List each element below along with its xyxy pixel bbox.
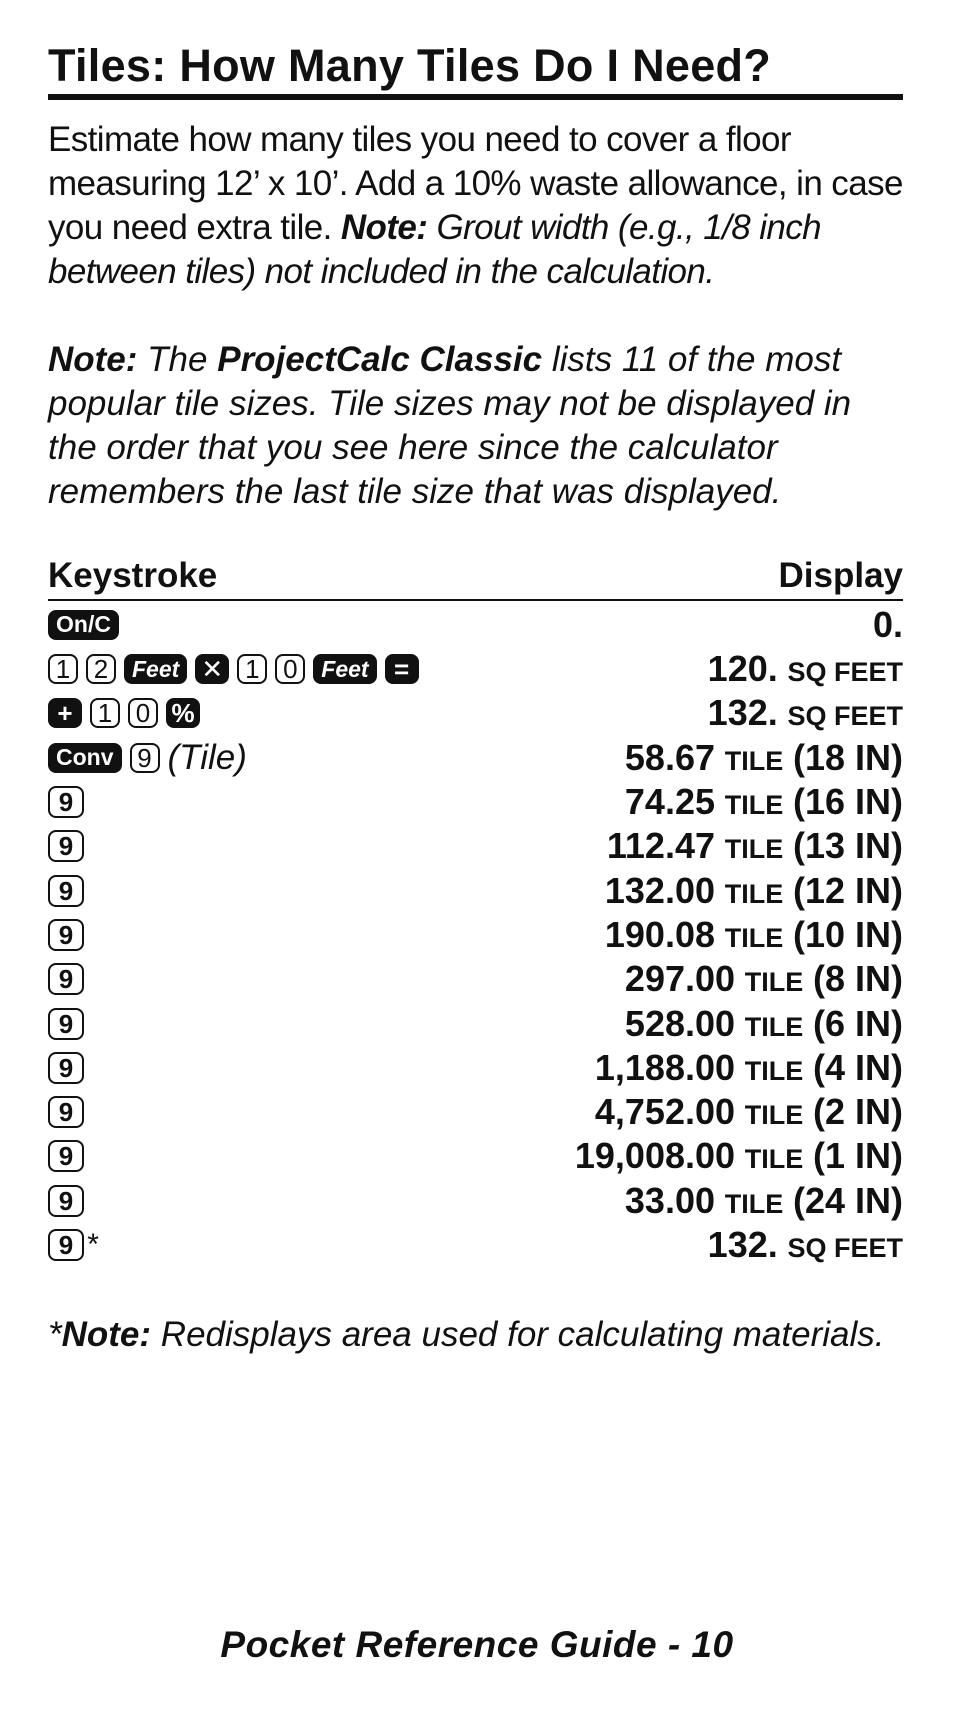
display-number: 528.00: [624, 1002, 736, 1044]
display-value: [595, 1047, 903, 1089]
display-number: 120.: [707, 648, 778, 690]
page-title: Tiles: How Many Tiles Do I Need?: [48, 40, 903, 100]
display-number: 132.: [707, 1224, 778, 1266]
display-number: 132.00: [604, 869, 715, 911]
footnote-text: Redisplays area used for calculating materials.: [160, 1315, 885, 1355]
intro-note-text: Grout width (e.g., 1/8 inch between tiles) not included in the calculation.: [48, 207, 821, 291]
display-value: [625, 958, 903, 1000]
calculator-key: 1: [237, 654, 267, 684]
table-row: [48, 1134, 903, 1178]
table-row: [48, 1046, 903, 1090]
calculator-key: 9: [48, 875, 84, 907]
product-note-text: lists 11 of the most popular tile sizes. Tile sizes may not be displayed in the order that you see here since the calculator remembers the last tile size that was displayed.: [48, 339, 852, 511]
calculator-key: 9: [48, 830, 84, 862]
calculator-key: =: [385, 654, 419, 684]
calculator-key: 9: [48, 963, 84, 995]
display-value: [708, 692, 903, 734]
display-unit: TILE: [724, 834, 784, 865]
table-row: [48, 647, 903, 691]
display-number: 74.25: [624, 781, 715, 823]
calculator-key: 9: [48, 919, 84, 951]
page-content: [48, 40, 903, 1390]
keystroke-sequence: [48, 1008, 84, 1040]
display-value: [575, 1135, 903, 1177]
tile-size: (2 IN): [813, 1091, 903, 1133]
product-name: ProjectCalc Classic: [217, 339, 543, 379]
calculator-key: Feet: [124, 654, 187, 684]
display-unit: TILE: [724, 745, 784, 776]
display-value: [605, 870, 903, 912]
calculator-key: ✕: [195, 654, 229, 684]
display-number: 4,752.00: [594, 1091, 736, 1133]
calculator-key: 1: [90, 698, 120, 728]
display-value: [625, 781, 903, 823]
keystroke-sequence: [48, 963, 84, 995]
product-note-paragraph: [48, 338, 903, 514]
footnote-marker: *: [86, 1228, 98, 1262]
display-value: [625, 1180, 903, 1222]
keystroke-sequence: [48, 1052, 84, 1084]
table-row: [48, 869, 903, 913]
display-number: 58.67: [624, 736, 715, 778]
keystroke-sequence: [48, 1185, 84, 1217]
tile-size: (4 IN): [813, 1046, 903, 1088]
calculator-key: 9: [48, 1229, 84, 1261]
table-row: [48, 1179, 903, 1223]
display-value: [605, 914, 903, 956]
display-number: 190.08: [604, 913, 715, 955]
calculator-key: 9: [48, 1008, 84, 1040]
display-unit: SQ FEET: [787, 1233, 903, 1264]
table-row: [48, 736, 903, 780]
keystroke-sequence: [48, 830, 84, 862]
keystroke-sequence: [48, 875, 84, 907]
table-row: [48, 957, 903, 1001]
display-number: 132.: [707, 692, 778, 734]
keystroke-sequence: [48, 654, 419, 684]
display-number: 0.: [872, 603, 903, 645]
calculator-key: %: [166, 698, 200, 728]
calculator-key: Feet: [313, 654, 376, 684]
table-row: [48, 691, 903, 735]
table-row: [48, 1001, 903, 1045]
calculator-key: 9: [48, 1096, 84, 1128]
display-unit: SQ FEET: [787, 657, 903, 688]
product-note-pre: The: [147, 339, 208, 379]
keystroke-sequence: [48, 786, 84, 818]
calculator-key: 0: [128, 698, 158, 728]
display-value: [873, 604, 903, 646]
table-row: [48, 824, 903, 868]
display-number: 1,188.00: [594, 1046, 736, 1088]
tile-size: (13 IN): [792, 825, 903, 867]
display-unit: TILE: [724, 878, 784, 909]
display-value: [625, 1003, 903, 1045]
calculator-key: 9: [48, 1140, 84, 1172]
calculator-key: 0: [275, 654, 305, 684]
display-number: 19,008.00: [574, 1135, 736, 1177]
table-row: [48, 780, 903, 824]
display-value: [708, 648, 903, 690]
calculator-key: 9: [48, 786, 84, 818]
table-header: [48, 554, 903, 601]
display-unit: TILE: [724, 922, 784, 953]
table-row: [48, 913, 903, 957]
calculator-key: 9: [48, 1052, 84, 1084]
calculator-key: 9: [48, 1185, 84, 1217]
calculator-key: +: [48, 698, 82, 728]
display-unit: TILE: [744, 967, 804, 998]
footnote-label: Note:: [61, 1315, 152, 1355]
keystroke-sequence: [48, 1228, 98, 1262]
calculator-key: On/C: [48, 610, 119, 640]
display-column-header: Display: [778, 555, 903, 595]
tile-size: (1 IN): [813, 1135, 903, 1177]
display-value: [625, 737, 903, 779]
display-unit: TILE: [744, 1100, 804, 1131]
keystroke-sequence: [48, 610, 119, 640]
display-number: 33.00: [624, 1179, 715, 1221]
display-unit: TILE: [744, 1055, 804, 1086]
table-row: [48, 1090, 903, 1134]
table-row: [48, 603, 903, 647]
table-row: [48, 1223, 903, 1267]
intro-text: Estimate how many tiles you need to cover a floor measuring 12’ x 10’. Add a 10% waste allowance, in case you need extra tile.: [48, 119, 903, 247]
tile-size: (16 IN): [792, 781, 903, 823]
keystroke-table: [48, 603, 903, 1267]
calculator-key: 9: [130, 743, 160, 773]
intro-note-label: Note:: [340, 207, 428, 247]
display-value: [595, 1091, 903, 1133]
display-value: [607, 825, 903, 867]
display-unit: TILE: [744, 1144, 804, 1175]
tile-size: (12 IN): [792, 869, 903, 911]
footnote-star: *: [48, 1315, 62, 1355]
tile-size: (18 IN): [792, 736, 903, 778]
keystroke-sequence: [48, 698, 200, 728]
display-number: 297.00: [624, 958, 736, 1000]
display-value: [708, 1224, 903, 1266]
calculator-key: 1: [48, 654, 78, 684]
key-caption: (Tile): [167, 737, 247, 777]
display-unit: TILE: [724, 790, 784, 821]
display-number: 112.47: [606, 825, 715, 867]
tile-size: (8 IN): [813, 958, 903, 1000]
display-unit: TILE: [724, 1188, 784, 1219]
tile-size: (6 IN): [813, 1002, 903, 1044]
page-footer: Pocket Reference Guide - 10: [220, 1624, 734, 1665]
calculator-key: Conv: [48, 743, 122, 773]
keystroke-sequence: [48, 1096, 84, 1128]
keystroke-sequence: [48, 1140, 84, 1172]
product-note-label: Note:: [48, 339, 138, 379]
keystroke-sequence: [48, 919, 84, 951]
tile-size: (10 IN): [792, 913, 903, 955]
keystroke-sequence: [48, 738, 247, 778]
calculator-key: 2: [86, 654, 116, 684]
keystroke-column-header: Keystroke: [48, 555, 218, 595]
intro-paragraph: [48, 118, 903, 294]
display-unit: SQ FEET: [787, 701, 903, 732]
tile-size: (24 IN): [792, 1179, 903, 1221]
display-unit: TILE: [744, 1011, 804, 1042]
footnote: [48, 1315, 903, 1355]
